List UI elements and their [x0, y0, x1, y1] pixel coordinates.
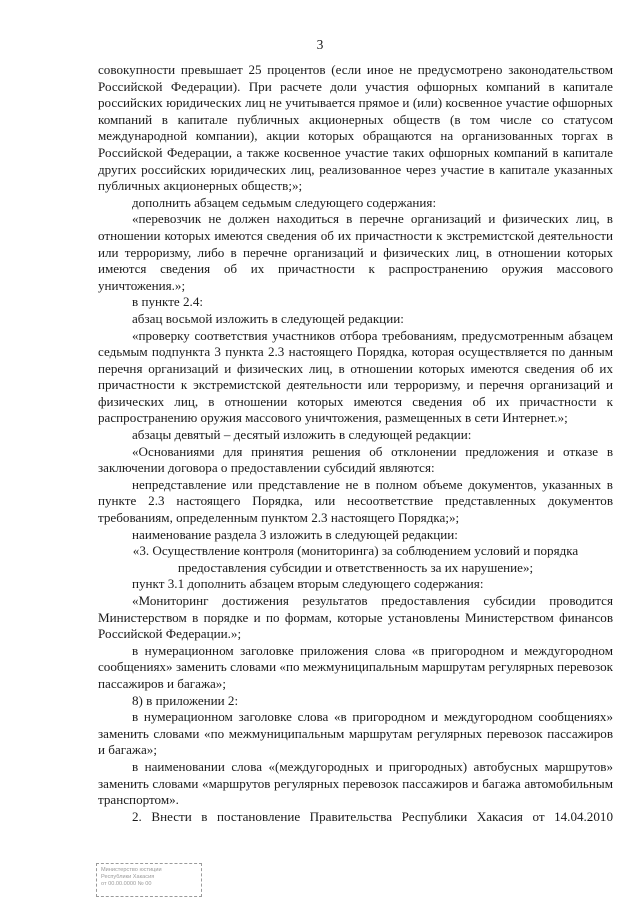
paragraph: в нумерационном заголовке приложения слова «в пригородном и междугородном сообщениях» заменить словами «по межмуниципальным маршрутам регулярных перевозок пассажиров и багажа»; — [98, 642, 613, 691]
paragraph: непредставление или представление не в полном объеме документов, указанных в пункте 2.3 настоящего Порядка, или несоответствие представленных документов требованиям, определенным пунктом 2.3 настоящего Порядка;»; — [98, 476, 613, 526]
paragraph: «Мониторинг достижения результатов предоставления субсидии проводится Министерством в порядке и по формам, которые установлены Министерством финансов Российской Федерации.»; — [98, 593, 613, 642]
paragraph: в пункте 2.4: — [132, 294, 204, 310]
paragraph: «перевозчик не должен находиться в перечне организаций и физических лиц, в отношении которых имеются сведения об их причастности к экстремистской деятельности или терроризму, либо в перечне организаций и физических лиц, в отношении которых имеются сведения об их причастности к распространению оружия массового уничтожения.»; — [98, 211, 613, 293]
stamp-line: Республики Хакасия — [101, 874, 155, 880]
paragraph: совокупности превышает 25 процентов (если иное не предусмотрено законодательством Российской Федерации). При расчете доли участия офшорных компаний в капитале российских юридических лиц не учитывается прямое и (или) косвенное участие офшорных компаний в капитале публичных акционерных обществ (в том числе со статусом международной компании), акции которых обращаются на организованных торгах в Российской Федерации, а также косвенное участие таких офшорных компаний в капитале других российских юридических лиц, реализованное через участие в капитале указанных публичных акционерных обществ;»; — [98, 62, 613, 194]
section-title-quote: «3. Осуществление контроля (мониторинга) за соблюдением условий и порядка предоставления субсидии и ответственность за их нарушение»; — [132, 543, 579, 575]
paragraph: 8) в приложении 2: — [132, 692, 239, 708]
paragraph: в нумерационном заголовке слова «в пригородном и междугородном сообщениях» заменить словами «по межмуниципальным маршрутам регулярных перевозок пассажиров и багажа»; — [98, 709, 613, 758]
paragraph: «Основаниями для принятия решения об отклонении предложения и отказе в заключении договора о предоставлении субсидий являются: — [98, 443, 613, 476]
paragraph: дополнить абзацем седьмым следующего содержания: — [132, 194, 437, 210]
stamp-line: Министерство юстиции — [101, 867, 162, 873]
paragraph: 2. Внести в постановление Правительства Республики Хакасия от 14.04.2010 — [132, 808, 613, 824]
stamp-line: от 00.00.0000 № 00 — [101, 881, 152, 887]
registration-stamp — [96, 863, 202, 897]
paragraph: в наименовании слова «(междугородных и пригородных) автобусных маршрутов» заменить словами «маршрутов регулярных перевозок пассажиров и багажа автомобильным транспортом». — [98, 758, 613, 808]
paragraph: абзац восьмой изложить в следующей редакции: — [132, 310, 404, 326]
page-number: 3 — [316, 37, 324, 52]
paragraph: наименование раздела 3 изложить в следующей редакции: — [132, 526, 458, 542]
paragraph: абзацы девятый – десятый изложить в следующей редакции: — [132, 427, 472, 443]
paragraph: «проверку соответствия участников отбора требованиям, предусмотренным абзацем седьмым подпункта 3 пункта 2.3 настоящего Порядка, которая осуществляется по данным перечня организаций и физических лиц, в отношении которых имеются сведения об их причастности к экстремистской деятельности или терроризму, и перечня организаций и физических лиц, в отношении которых имеются сведения об их причастности к распространению оружия массового уничтожения, размещенных в сети Интернет.»; — [98, 327, 613, 426]
document-body — [98, 62, 613, 825]
paragraph: пункт 3.1 дополнить абзацем вторым следующего содержания: — [132, 576, 484, 592]
